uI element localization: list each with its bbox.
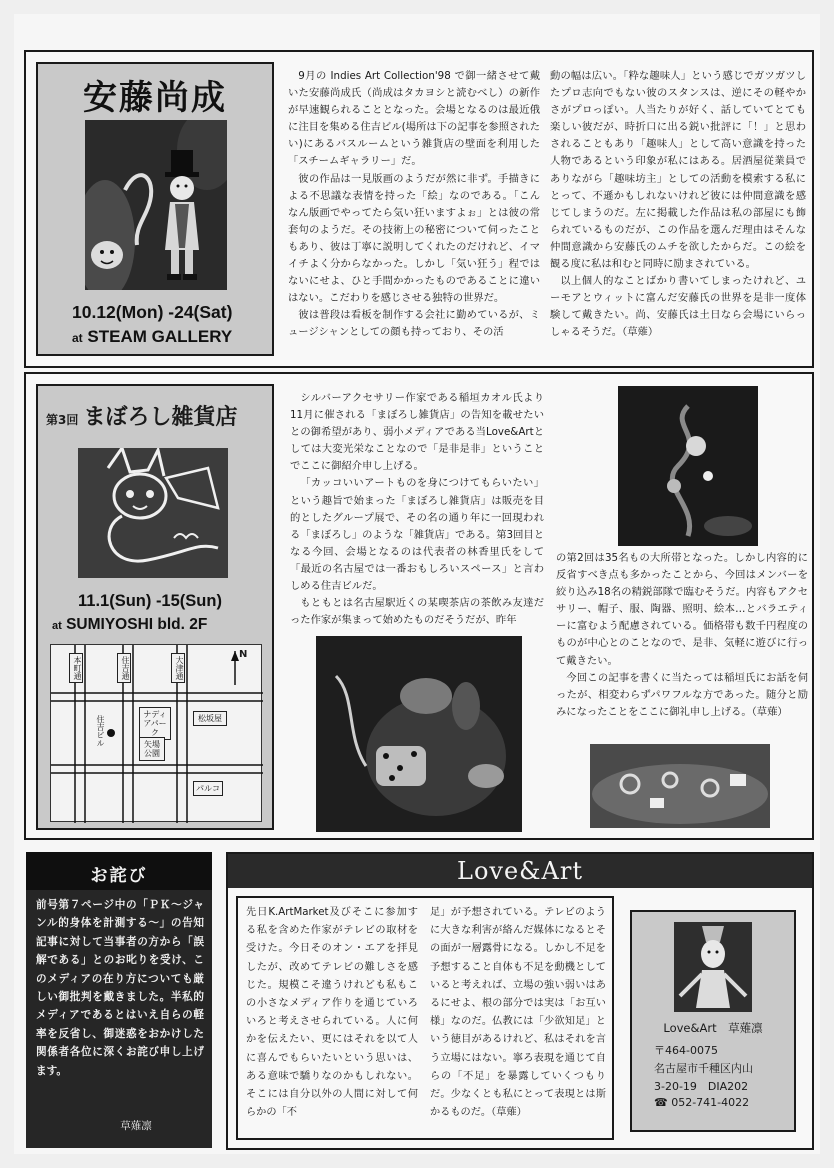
maboroshi-col1-p2: 「カッコいいアートものを身につけてもらいたい」という趣旨で始まった「まぼろし雑貨店」は販売を目的としたグループ展で、その名の通り年に一回現われる「まぼろし」のような「雑貨店」である。第3回目となる今回、会場となるのは代表者の林香里氏をして「最近の名古屋では一番おもしろいスペース」と言わしめる住吉ビルだ。: [290, 477, 544, 593]
ando-article-col1: [288, 68, 540, 358]
ando-venue-prefix: at: [72, 331, 83, 345]
rings-photo-icon: [590, 744, 770, 828]
newsletter-page: [14, 14, 820, 1154]
owabi-box: [26, 852, 212, 1148]
loveart-title: Love&Art: [457, 857, 583, 885]
contact-tel: ☎ 052-741-4022: [654, 1096, 750, 1109]
contact-address1: 名古屋市千種区内山: [654, 1062, 753, 1075]
maboroshi-title-row: [46, 400, 270, 431]
ando-flyer: [36, 62, 274, 356]
maboroshi-photo-lamp: [618, 386, 758, 546]
loveart-essay-frame: [236, 896, 614, 1140]
ando-col1-p1: 9月の Indies Art Collection'98 で御一緒させて戴いた安藤尚成氏（尚成はタカヨシと読むべし）の新作が早速観られることとなった。会場となるのは最近俄に注目を集める住吉ビル(場所は下の記事を参照されたい)にあるバスルームという雑貨店の壁面を利用した「スチームギャラリー」だ。: [288, 70, 540, 168]
north-arrow-label: N: [239, 649, 248, 660]
ando-artwork: [85, 120, 227, 290]
loveart-portrait: [674, 922, 752, 1012]
ando-venue: [72, 327, 232, 347]
maboroshi-col1-p3: もともとは名古屋駅近くの某喫茶店の茶飲み友達だった作家が集まって始めたものだそうだが、昨年: [290, 597, 544, 627]
ando-date: 10.12(Mon) -24(Sat): [72, 302, 233, 322]
person-portrait-icon: [674, 922, 752, 1012]
maboroshi-venue-prefix: at: [52, 620, 62, 632]
map-label-sumiyoshi: 住吉通: [117, 653, 131, 683]
map-label-matsuzakaya: 松坂屋: [193, 711, 227, 726]
loveart-title-bar: [228, 854, 812, 888]
owabi-title-bar: [26, 852, 212, 890]
map-label-parco: パルコ: [193, 781, 223, 796]
maboroshi-illustration: [78, 448, 228, 578]
ando-title: 安藤尚成: [83, 78, 227, 118]
maboroshi-venue: [52, 616, 207, 634]
ando-section: [24, 50, 814, 368]
maboroshi-date: 11.1(Sun) -15(Sun): [78, 592, 222, 610]
loveart-section: [226, 852, 814, 1150]
ando-col1-p2: 彼の作品は一見版画のようだが然に非ず。手描きによる不思議な表情を持った「絵」なのである。「こんなん版画でやってたら気い狂いますよぉ」とは彼の常套句のようだ。その技術上の秘密について伺ったこともあり、彼は丁寧に説明してくれたのだけれど、イマイチよく分からなかった。しかし「気い狂う」程ではないにせよ、ひと手間かかったものであることに違いはない。こだわりを感じさせる独特の世界だ。: [288, 172, 540, 305]
ando-article-col2: [550, 68, 806, 358]
contact-name: Love&Art 草薙凛: [663, 1021, 763, 1035]
lamp-photo-icon: [618, 386, 758, 546]
maboroshi-flyer: [36, 384, 274, 830]
owabi-body: 前号第７ページ中の「ＰＫ〜ジャンル的身体を計測する〜」の告知記事に対して当事者の方から「誤解である」とのお叱りを受け、このメディアの在り方についても厳しい御批判を戴きました。半私的メディアであるとはいえ自らの軽率を反省し、御迷惑をおかけした関係者各位に深くお詫び申し上げます。: [36, 899, 204, 1077]
maboroshi-title: まぼろし雑貨店: [83, 405, 238, 430]
loveart-contact-card: [630, 910, 796, 1132]
map-label-sumiyoshi-bld: 住吉ビル: [96, 715, 105, 747]
loveart-col2: 足」が予想されている。テレビのように大きな利害が絡んだ媒体になるとその面が一層露骨になる。しかし不足を予想すること自体も不足を動機としていると考えれば、立場の強い弱いはあるにせよ、根の部分では実は「お互い様」なのだ。仏教には「少欲知足」という徳目があるけれど、私はそれを言う立場にはない。寧ろ表現を通じて自らの「不足」を暴露していくつもりだ。少なくとも私にとって表現とは斯かるものだ。（草薙）: [430, 907, 606, 1119]
rabbit-character-icon: [78, 448, 228, 578]
maboroshi-col2-p1: の第2回は35名もの大所帯となった。しかし内容的に反省すべき点も多かったことから、今回はメンバーを絞り込み18名の精鋭部隊で臨むそうだ。内容もアクセサリー、帽子、服、陶器、照明、絵本…とバラエティーに富むよう配慮されている。価格帯も数千円程度のものが中心とのことなので、是非、気軽に遊びに行って戴きたい。: [556, 552, 808, 667]
ando-artwork-figure: [85, 120, 227, 290]
venue-map: [50, 644, 262, 822]
ando-col1-p3: 彼は普段は看板を制作する会社に勤めているが、ミュージシャンとしての顔も持っており、その活: [288, 309, 540, 339]
ando-col2-p2: 以上個人的なことばかり書いてしまったけれど、ユーモアとウィットに富んだ安藤氏の世界を是非一度体験して戴きたい。尚、安藤氏は土日なら会場にいらっしゃるそうだ。（草薙）: [550, 275, 806, 339]
map-label-honmachi: 本町通: [69, 653, 83, 683]
maboroshi-venue-name: SUMIYOSHI bld. 2F: [66, 616, 208, 633]
map-label-yaba: 矢場公園: [139, 737, 165, 761]
maboroshi-photo-rings: [590, 744, 770, 828]
maboroshi-article-col1: [290, 390, 544, 630]
maboroshi-col1-p1: シルバーアクセサリー作家である稲垣カオル氏より11月に催される「まぼろし雑貨店」の告知を載せたいとの御希望があり、弱小メディアである当Love&Artとしては大変光栄なことなので「是非是非」ということでここに御紹介申し上げる。: [290, 392, 544, 473]
ando-col2-p1: 動の幅は広い。「粋な趣味人」という感じでガツガツしたプロ志向でもない彼のスタンスは、逆にその軽やかさがプロっぽい。人当たりが好く、話していてとても楽しい彼だが、時折口に出る鋭い批評に「！」と思わされることもあり「趣味人」として高い意識を持った人物であるという印象が私にはある。居酒屋従業員でありながら「趣味坊主」としての活動を模索する私にとって、不遜かもしれないけれど彼には仲間意識を感じてしまうのだ。左に掲載した作品は私の部屋にも飾られているものだが、この作品を選んだ理由はそんな仲間意識から安藤氏のムチを欲したからだ。この絵を観る度に私は和むと同時に励まされている。: [550, 70, 806, 271]
accessories-photo-icon: [316, 636, 522, 832]
contact-address2: 3-20-19 DIA202: [654, 1080, 749, 1093]
maboroshi-article-col2: [556, 550, 808, 742]
maboroshi-kai: 第3回: [46, 413, 79, 427]
maboroshi-photo-accessories: [316, 636, 522, 832]
map-label-nadya: ナディアパーク: [139, 707, 171, 740]
owabi-signature: 草薙凛: [120, 1120, 152, 1132]
loveart-col1: 先日K.ArtMarket及びそこに参加する私を含めた作家がテレビの取材を受けた。今日そのオン・エアを拝見したが、改めてテレビの難しさを感じた。規模こそ違うけれども私もこの小さなメディア作りを通じていろいろと考えさせられている。人に何かを伝えたい、更にはそれを以て人に喜んでもらいたいという思いは、ある意味で驕りなのかもしれない。そこには自分以外の人間に対して何らかの「不: [246, 907, 418, 1119]
ando-venue-name: STEAM GALLERY: [87, 327, 233, 346]
maboroshi-section: [24, 372, 814, 840]
owabi-title: お詫び: [90, 866, 148, 886]
contact-postal: 〒464-0075: [654, 1044, 718, 1057]
map-label-otsu: 大津通: [171, 653, 185, 683]
maboroshi-col2-p2: 今回この記事を書くに当たっては稲垣氏にお話を伺ったが、相変わらずパワフルな方であった。随分と励みになったことをここに御礼申し上げる。（草薙）: [556, 671, 808, 718]
